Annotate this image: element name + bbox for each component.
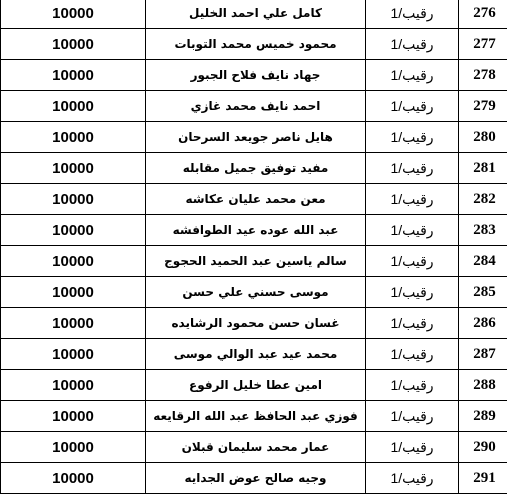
name-cell: كامل علي احمد الخليل — [146, 0, 366, 29]
rank-cell: رقيب/1 — [366, 463, 459, 494]
rank-cell: رقيب/1 — [366, 277, 459, 308]
amount-cell: 10000 — [1, 246, 146, 277]
row-number-cell: 287 — [459, 339, 507, 370]
row-number-cell: 291 — [459, 463, 507, 494]
rank-cell: رقيب/1 — [366, 339, 459, 370]
rank-cell: رقيب/1 — [366, 60, 459, 91]
name-cell: جهاد نايف فلاح الجبور — [146, 60, 366, 91]
table-row — [1, 432, 507, 463]
row-number-cell: 277 — [459, 29, 507, 60]
rank-cell: رقيب/1 — [366, 215, 459, 246]
row-number-cell: 283 — [459, 215, 507, 246]
table-row — [1, 153, 507, 184]
amount-cell: 10000 — [1, 277, 146, 308]
name-cell: امين عطا خليل الرفوع — [146, 370, 366, 401]
name-cell: معن محمد عليان عكاشه — [146, 184, 366, 215]
table-row — [1, 463, 507, 494]
rank-cell: رقيب/1 — [366, 29, 459, 60]
name-cell: هايل ناصر جويعد السرحان — [146, 122, 366, 153]
amount-cell: 10000 — [1, 153, 146, 184]
row-number-cell: 280 — [459, 122, 507, 153]
amount-cell: 10000 — [1, 463, 146, 494]
table-body — [1, 0, 507, 494]
amount-cell: 10000 — [1, 215, 146, 246]
row-number-cell: 288 — [459, 370, 507, 401]
name-cell: مفيد توفيق جميل مقابله — [146, 153, 366, 184]
table-row — [1, 29, 507, 60]
table-row — [1, 370, 507, 401]
row-number-cell: 279 — [459, 91, 507, 122]
amount-cell: 10000 — [1, 339, 146, 370]
rank-cell: رقيب/1 — [366, 122, 459, 153]
amount-cell: 10000 — [1, 401, 146, 432]
rank-cell: رقيب/1 — [366, 432, 459, 463]
name-cell: غسان حسن محمود الرشايده — [146, 308, 366, 339]
amount-cell: 10000 — [1, 184, 146, 215]
amount-cell: 10000 — [1, 0, 146, 29]
amount-cell: 10000 — [1, 60, 146, 91]
name-cell: عمار محمد سليمان قبلان — [146, 432, 366, 463]
row-number-cell: 278 — [459, 60, 507, 91]
amount-cell: 10000 — [1, 308, 146, 339]
row-number-cell: 281 — [459, 153, 507, 184]
row-number-cell: 276 — [459, 0, 507, 29]
name-cell: احمد نايف محمد غازي — [146, 91, 366, 122]
amount-cell: 10000 — [1, 122, 146, 153]
table-row — [1, 215, 507, 246]
rank-cell: رقيب/1 — [366, 91, 459, 122]
rank-cell: رقيب/1 — [366, 0, 459, 29]
rank-cell: رقيب/1 — [366, 370, 459, 401]
table-row — [1, 401, 507, 432]
name-cell: موسى حسني علي حسن — [146, 277, 366, 308]
amount-cell: 10000 — [1, 432, 146, 463]
table-row — [1, 91, 507, 122]
name-cell: سالم ياسين عبد الحميد الحجوج — [146, 246, 366, 277]
table-row — [1, 0, 507, 29]
table-row — [1, 122, 507, 153]
row-number-cell: 284 — [459, 246, 507, 277]
rank-cell: رقيب/1 — [366, 308, 459, 339]
table-row — [1, 246, 507, 277]
row-number-cell: 282 — [459, 184, 507, 215]
row-number-cell: 289 — [459, 401, 507, 432]
name-cell: وجيه صالح عوض الجدايه — [146, 463, 366, 494]
rank-cell: رقيب/1 — [366, 401, 459, 432]
rank-cell: رقيب/1 — [366, 153, 459, 184]
table-row — [1, 60, 507, 91]
rank-cell: رقيب/1 — [366, 246, 459, 277]
name-cell: عبد الله عوده عيد الطوافشه — [146, 215, 366, 246]
name-cell: محمود خميس محمد التوبات — [146, 29, 366, 60]
table-row — [1, 184, 507, 215]
amount-cell: 10000 — [1, 29, 146, 60]
rank-cell: رقيب/1 — [366, 184, 459, 215]
name-cell: محمد عيد عبد الوالي موسى — [146, 339, 366, 370]
row-number-cell: 285 — [459, 277, 507, 308]
table-row — [1, 339, 507, 370]
amount-cell: 10000 — [1, 91, 146, 122]
row-number-cell: 286 — [459, 308, 507, 339]
name-cell: فوزي عبد الحافظ عبد الله الرقايعه — [146, 401, 366, 432]
table-row — [1, 277, 507, 308]
row-number-cell: 290 — [459, 432, 507, 463]
amount-cell: 10000 — [1, 370, 146, 401]
table-row — [1, 308, 507, 339]
